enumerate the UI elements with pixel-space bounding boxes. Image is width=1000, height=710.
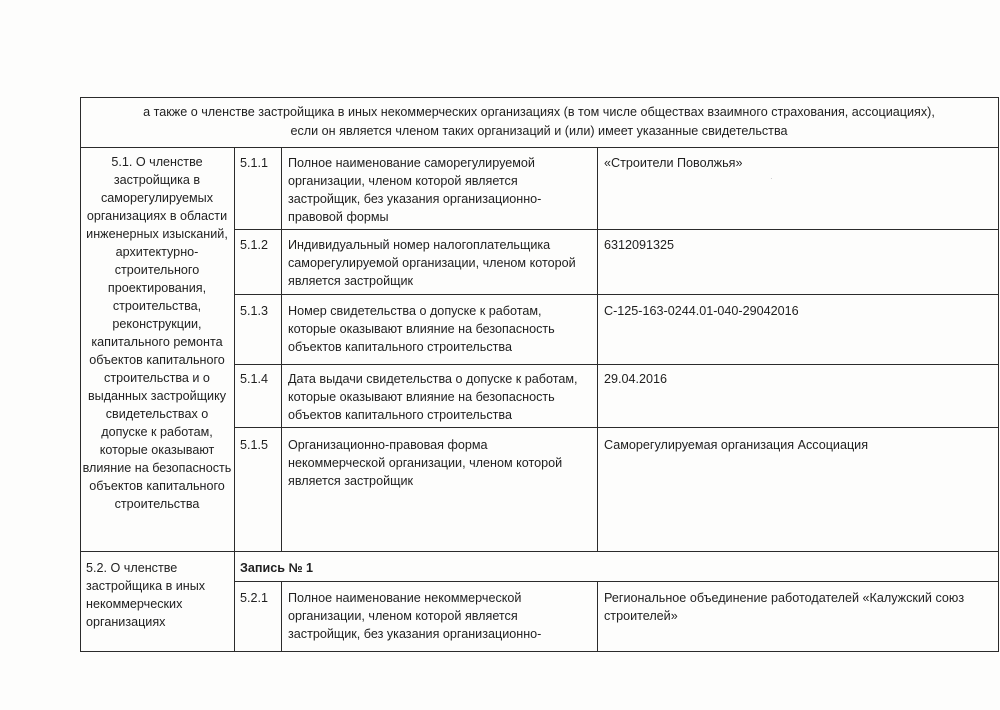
row-divider-5-1-4 [234,427,999,428]
column-divider-code-5-2 [281,581,282,652]
column-divider-section [234,147,235,652]
scan-speck: · [770,174,773,183]
table-bottom-border [80,651,999,652]
table-right-border [998,97,999,652]
column-divider-value-5-2 [597,581,598,652]
column-divider-code [281,147,282,551]
row-value: Региональное объединение работодателей «Калужский союз строителей» [604,591,965,623]
record-label: Запись № 1 [240,561,314,575]
row-value: С-125-163-0244.01-040-29042016 [604,304,799,318]
row-value: «Строители Поволжья» [604,156,743,170]
header-line-1: а также о членстве застройщика в иных некоммерческих организациях (в том числе обществах взаимного страхования, ассоциациях), [143,105,935,119]
row-value: Саморегулируемая организация Ассоциация [604,438,869,452]
row-label: Номер свидетельства о допуске к работам, которые оказывают влияние на безопасность объектов капитального строительства [288,304,555,354]
row-code: 5.1.4 [240,372,269,386]
section-divider [80,551,999,552]
row-code: 5.2.1 [240,591,269,605]
section-5-2-title: 5.2. О членстве застройщика в иных некоммерческих организациях [86,561,206,629]
row-code: 5.1.2 [240,238,269,252]
row-value: 29.04.2016 [604,372,668,386]
header-line-2: если он является членом таких организаций и (или) имеет указанные свидетельства [290,124,788,138]
row-code: 5.1.1 [240,156,269,170]
row-value: 6312091325 [604,238,675,252]
row-label: Полное наименование некоммерческой организации, членом которой является застройщик, без указания организационно- [288,591,542,641]
row-label: Полное наименование саморегулируемой организации, членом которой является застройщик, без указания организационно-правовой формы [288,156,542,224]
row-label: Индивидуальный номер налогоплательщика саморегулируемой организации, членом которой является застройщик [288,238,576,288]
row-code: 5.1.3 [240,304,269,318]
row-code: 5.1.5 [240,438,269,452]
row-divider-5-1-3 [234,364,999,365]
row-label: Организационно-правовая форма некоммерческой организации, членом которой является застройщик [288,438,563,488]
row-divider-5-1-1 [234,229,999,230]
table-left-border [80,97,81,652]
header-divider [80,147,999,148]
column-divider-value [597,147,598,551]
row-label: Дата выдачи свидетельства о допуске к работам, которые оказывают влияние на безопасность объектов капитального строительства [288,372,578,422]
section-5-1-title: 5.1. О членстве застройщика в саморегулируемых организациях в области инженерных изысканий, архитектурно-строительного проектирования, строительства, реконструкции, капитального ремонта объектов капитального строительства и о выданных застройщику свидетельствах о допуске к работам, которые оказывают влияние на безопасность объектов капитального строительства [82,155,232,511]
table-top-border [80,97,999,98]
row-divider-5-1-2 [234,294,999,295]
record-divider [234,581,999,582]
